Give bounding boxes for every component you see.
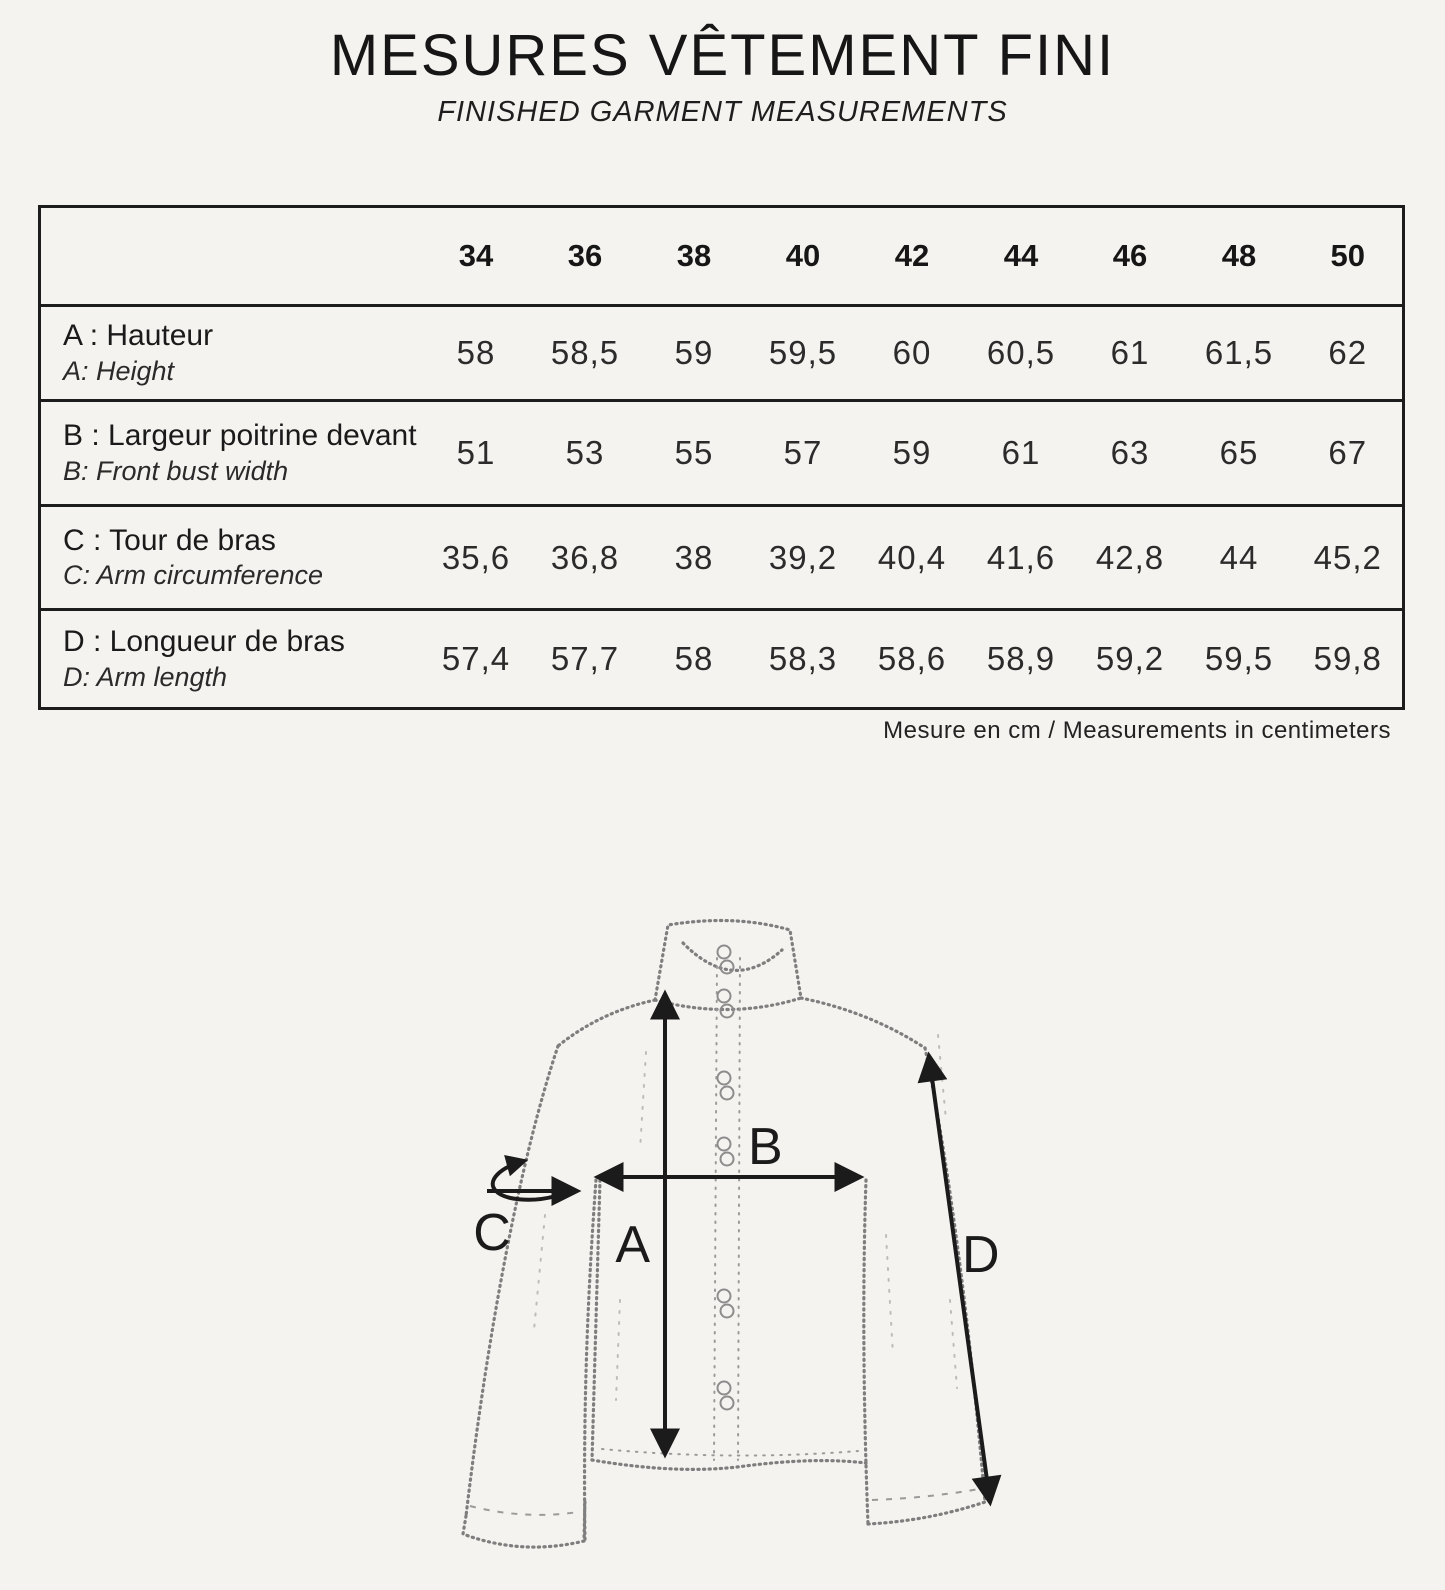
measurement-letter-labels — [473, 1118, 999, 1284]
measurement-cell: 59 — [674, 334, 714, 371]
left-sleeve — [463, 1046, 596, 1547]
collar — [655, 921, 801, 1010]
row-label-en: D: Arm length — [63, 661, 228, 692]
right-sleeve — [864, 1048, 985, 1524]
size-header: 34 — [458, 238, 494, 273]
size-header: 46 — [1112, 238, 1148, 273]
row-label-en: C: Arm circumference — [63, 560, 324, 591]
measurement-cell: 45,2 — [1313, 538, 1382, 576]
measurement-cell: 57,7 — [550, 640, 620, 677]
measurement-cell: 61 — [1110, 334, 1150, 371]
measurement-cell: 63 — [1110, 434, 1150, 471]
row-label-en: B: Front bust width — [63, 455, 289, 486]
size-header: 36 — [567, 238, 603, 273]
size-header: 48 — [1221, 238, 1257, 273]
page-title: MESURES VÊTEMENT FINI — [329, 23, 1116, 88]
measurement-cell: 59,5 — [1204, 640, 1274, 677]
measurement-cell: 60,5 — [986, 334, 1056, 371]
measurement-cell: 44 — [1219, 538, 1259, 576]
measurement-cell: 58 — [456, 334, 496, 371]
size-header: 38 — [676, 238, 712, 273]
measurement-cell: 65 — [1219, 434, 1259, 471]
measurement-cell: 59,5 — [768, 334, 838, 371]
measurement-cell: 42,8 — [1095, 538, 1165, 576]
page-subtitle: FINISHED GARMENT MEASUREMENTS — [437, 96, 1008, 128]
measurement-cell: 58,3 — [768, 640, 838, 677]
label-d: D — [962, 1226, 1000, 1284]
size-header: 44 — [1003, 238, 1039, 273]
measurement-cell: 55 — [674, 434, 714, 471]
measurement-cell: 61 — [1001, 434, 1041, 471]
label-b: B — [748, 1118, 783, 1176]
row-label-fr: A : Hauteur — [63, 319, 214, 353]
measurement-cell: 51 — [456, 434, 496, 471]
measurement-cell: 39,2 — [768, 538, 838, 576]
left-shoulder-seam — [558, 1000, 655, 1046]
units-note: Mesure en cm / Measurements in centimeters — [883, 717, 1391, 744]
label-c: C — [473, 1204, 511, 1262]
measurement-cell: 36,8 — [550, 538, 620, 576]
measurement-cell: 59,2 — [1095, 640, 1165, 677]
measurement-cell: 58 — [674, 640, 714, 677]
measurement-cell: 58,6 — [877, 640, 947, 677]
row-label-en: A: Height — [63, 355, 175, 386]
size-header: 40 — [785, 238, 821, 273]
row-label-fr: C : Tour de bras — [63, 523, 276, 557]
label-a: A — [615, 1216, 650, 1274]
measurement-cell: 61,5 — [1204, 334, 1274, 371]
row-label-fr: D : Longueur de bras — [63, 625, 345, 659]
garment-drawing — [463, 921, 985, 1548]
measurement-cell: 60 — [892, 334, 932, 371]
measurement-cell: 59 — [892, 434, 932, 471]
row-label-fr: B : Largeur poitrine devant — [63, 419, 417, 453]
measurement-cell: 35,6 — [441, 538, 511, 576]
measurement-cell: 53 — [565, 434, 605, 471]
size-header: 42 — [894, 238, 930, 273]
measurement-cell: 67 — [1328, 434, 1368, 471]
measurement-cell: 41,6 — [986, 538, 1056, 576]
size-header: 50 — [1330, 238, 1365, 273]
measurement-cell: 62 — [1328, 334, 1368, 371]
measurement-cell: 38 — [674, 538, 714, 576]
measurement-cell: 57 — [783, 434, 823, 471]
measurement-cell: 58,5 — [550, 334, 620, 371]
measurement-cell: 40,4 — [877, 538, 947, 576]
measurement-cell: 57,4 — [441, 640, 511, 677]
measurement-cell: 59,8 — [1313, 640, 1382, 677]
measurement-cell: 58,9 — [986, 640, 1056, 677]
right-shoulder-seam — [801, 998, 925, 1048]
drape-lines — [534, 1035, 957, 1400]
